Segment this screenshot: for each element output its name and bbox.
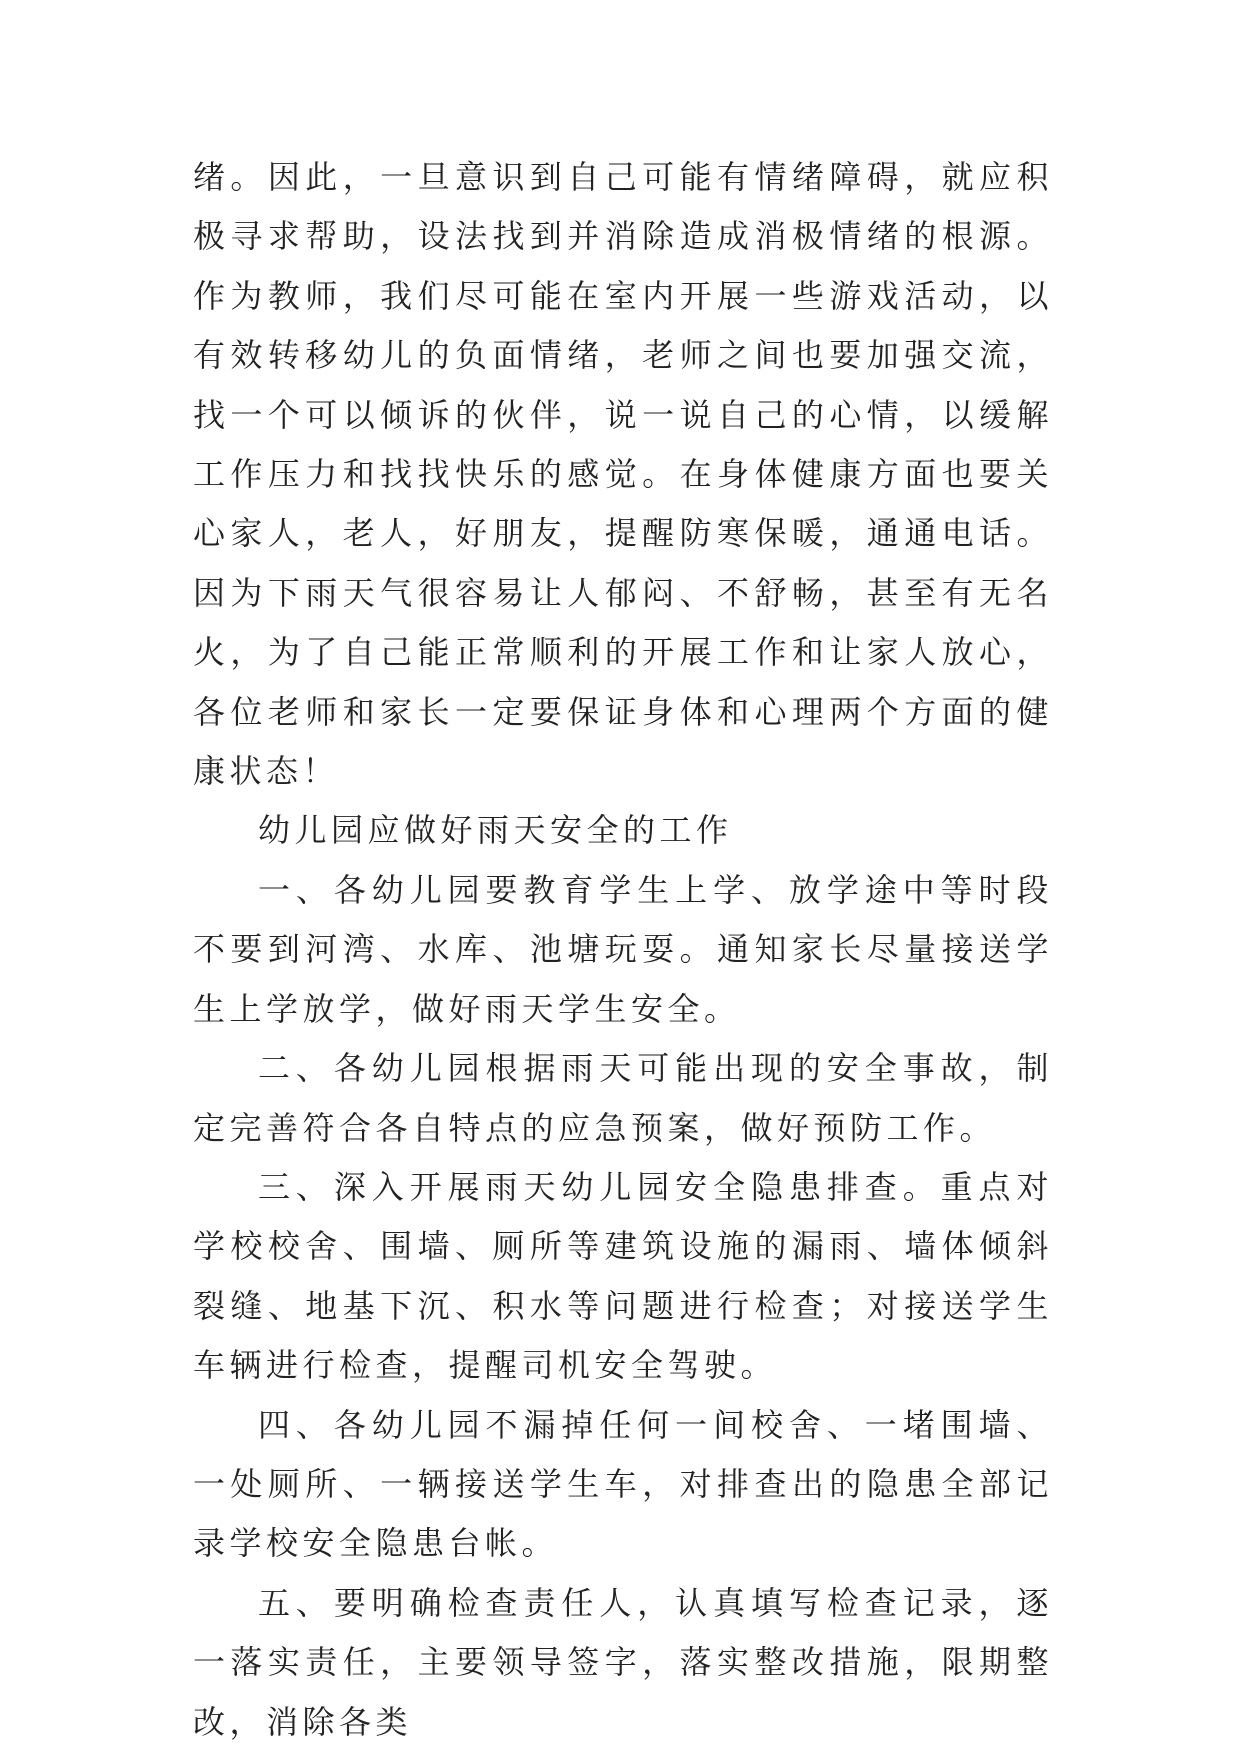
paragraph-continuation: 绪。因此，一旦意识到自己可能有情绪障碍，就应积极寻求帮助，设法找到并消除造成消极情绪的根源。作为教师，我们尽可能在室内开展一些游戏活动，以有效转移幼儿的负面情绪，老师之间也要加强交流，找一个可以倾诉的伙伴，说一说自己的心情，以缓解工作压力和找找快乐的感觉。在身体健康方面也要关心家人，老人，好朋友，提醒防寒保暖，通通电话。因为下雨天气很容易让人郁闷、不舒畅，甚至有无名火，为了自己能正常顺利的开展工作和让家人放心，各位老师和家长一定要保证身体和心理两个方面的健康状态！ [193, 158, 1053, 791]
section-heading: 幼儿园应做好雨天安全的工作 [258, 811, 733, 850]
list-item-4: 四、各幼儿园不漏掉任何一间校舍、一堵围墙、一处厕所、一辆接送学生车，对排查出的隐患全部记录学校安全隐患台帐。 [193, 1405, 1053, 1563]
list-item-1: 一、各幼儿园要教育学生上学、放学途中等时段不要到河湾、水库、池塘玩耍。通知家长尽量接送学生上学放学，做好雨天学生安全。 [193, 870, 1053, 1028]
list-item-5: 五、要明确检查责任人，认真填写检查记录，逐一落实责任，主要领导签字，落实整改措施，限期整改，消除各类 [193, 1583, 1053, 1741]
list-item-3: 三、深入开展雨天幼儿园安全隐患排查。重点对学校校舍、围墙、厕所等建筑设施的漏雨、墙体倾斜裂缝、地基下沉、积水等问题进行检查；对接送学生车辆进行检查，提醒司机安全驾驶。 [193, 1167, 1053, 1385]
document-body [193, 148, 1053, 1752]
list-item-2: 二、各幼儿园根据雨天可能出现的安全事故，制定完善符合各自特点的应急预案，做好预防工作。 [193, 1049, 1053, 1147]
